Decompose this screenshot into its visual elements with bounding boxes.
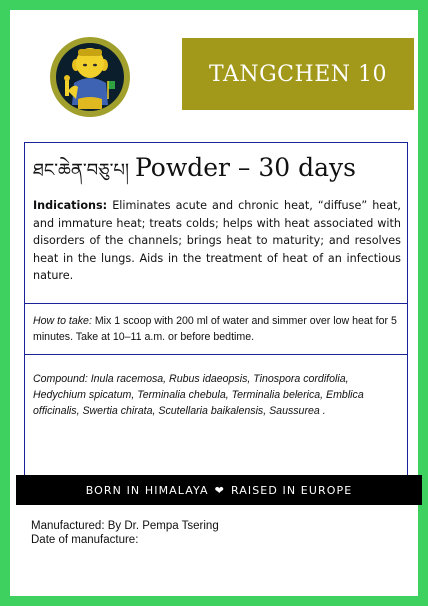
slogan-banner [16, 475, 422, 505]
slogan-right: RAISED IN EUROPE [230, 483, 353, 497]
title-text: Powder – 30 days [134, 153, 356, 182]
date-of-manufacture: Date of manufacture: [31, 534, 139, 546]
how-to-take-text [33, 314, 403, 345]
heart-icon: ❤ [214, 483, 225, 497]
compound-label: Compound: [33, 373, 88, 385]
logo-medallion [56, 43, 124, 111]
compound-box [24, 354, 408, 485]
indications-body: Eliminates acute and chronic heat, “diffuse” heat, and immature heat; treats colds; helps with heat associated with disorders of the channels; brings heat to maturity; and resolves heat in the lungs. Aids in the treatment of heat of an infectious nature. [33, 199, 401, 283]
description-box [24, 142, 408, 315]
manufacturer-info [31, 519, 219, 547]
slogan-left: BORN IN HIMALAYA [85, 483, 209, 497]
product-title [33, 151, 403, 201]
brand-name: TANGCHEN 10 [209, 61, 387, 87]
how-to-take-body: Mix 1 scoop with 200 ml of water and simmer over low heat for 5 minutes. Take at 10–11 a.m. or before bedtime. [33, 315, 397, 343]
how-to-take-label: How to take: [33, 315, 92, 327]
compound-text [33, 371, 403, 419]
indications-text [33, 197, 401, 285]
tibetan-name: ཐང་ཆེན་བཅུ་པ། [33, 160, 129, 181]
brand-banner [182, 38, 414, 110]
indications-label: Indications: [33, 199, 108, 212]
brand-logo [50, 37, 130, 117]
buddha-figure-icon [56, 43, 124, 111]
manufactured-by: Manufactured: By Dr. Pempa Tsering [31, 520, 219, 532]
compound-body: Inula racemosa, Rubus idaeopsis, Tinospora cordifolia, Hedychium spicatum, Terminalia chebula, Terminalia belerica, Emblica officinalis, Swertia chirata, Scutellaria baikalensis, Saussurea . [33, 373, 364, 417]
